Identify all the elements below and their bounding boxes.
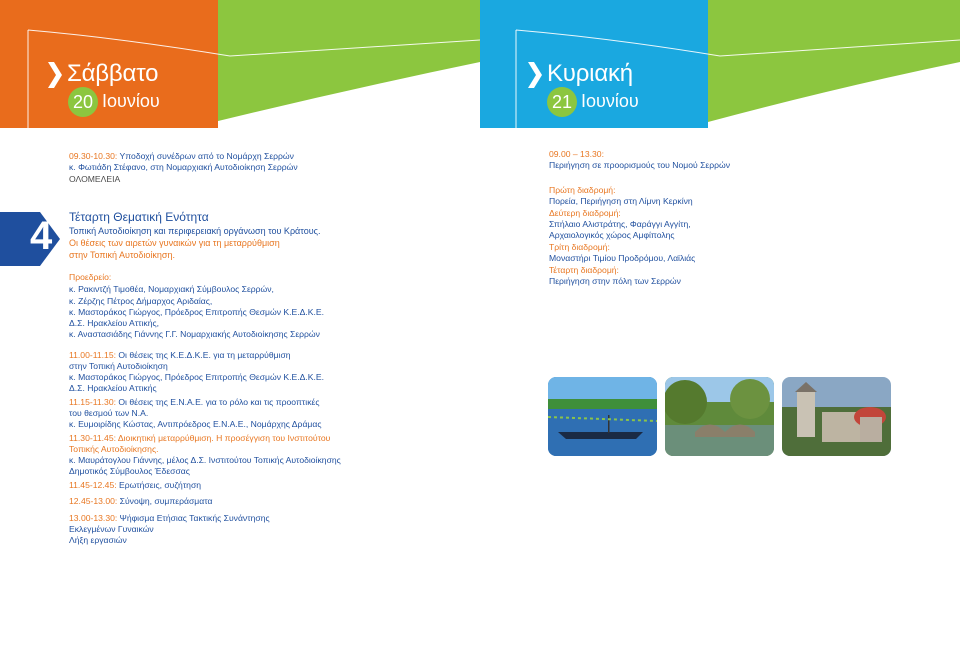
tour-time: 09.00 – 13.30: [549,149,604,159]
route-desc: Μοναστήρι Τιμίου Προδρόμου, Λαϊλιάς [549,253,696,263]
sunday-month: Ιουνίου [581,91,639,111]
schedule-item-6-line: Λήξη εργασιών [69,535,127,545]
saturday-month: Ιουνίου [102,91,160,111]
presidium-label: Προεδρείο: [69,272,112,282]
presidium-member: κ. Αναστασιάδης Γιάννης Γ.Γ. Νομαρχιακής Αυτοδιοίκησης Σερρών [69,329,320,339]
saturday-title: Σάββατο [67,60,159,87]
chevron-right-icon [48,62,62,88]
unit-subtitle-1: Τοπική Αυτοδιοίκηση και περιφερειακή οργάνωση του Κράτους. [69,226,321,236]
route-desc: Πορεία, Περιήγηση στη Λίμνη Κερκίνη [549,196,693,206]
river-bridge-photo [665,377,774,456]
presidium-member: Δ.Σ. Ηρακλείου Αττικής, [69,318,160,328]
sunday-day-number: 21 [547,87,577,117]
route-label: Δεύτερη διαδρομή: [549,208,621,218]
monastery-photo [782,377,891,456]
schedule-item-6-line: Εκλεγμένων Γυναικών [69,524,154,534]
unit-subtitle-2: Οι θέσεις των αιρετών γυναικών για τη μεταρρύθμιση [69,238,280,248]
saturday-day-number: 20 [68,87,98,117]
schedule-item-2-line: κ. Ευμοιρίδης Κώστας, Αντιπρόεδρος Ε.Ν.Α.Ε., Νομάρχης Δράμας [69,419,322,429]
presidium-member: κ. Ρακιντζή Τιμοθέα, Νομαρχιακή Σύμβουλος Σερρών, [69,284,274,294]
schedule-item-1-line: στην Τοπική Αυτοδιοίκηση [69,361,168,371]
route-desc: Αρχαιολογικός χώρος Αμφίπολης [549,230,675,240]
route-desc: Σπήλαιο Αλιστράτης, Φαράγγι Αγγίτη, [549,219,691,229]
route-label: Τέταρτη διαδρομή: [549,265,619,275]
unit-title: Τέταρτη Θεματική Ενότητα [69,210,209,224]
schedule-item-2-line: του θεσμού των Ν.Α. [69,408,149,418]
schedule-item-3-line: κ. Μαυράτογλου Γιάννης, μέλος Δ.Σ. Ινστιτούτου Τοπικής Αυτοδιοίκησης [69,455,341,465]
saturday-green-band [214,0,480,122]
route-desc: Περιήγηση στην πόλη των Σερρών [549,276,681,286]
opening-line-2: κ. Φωτιάδη Στέφανο, στη Νομαρχιακή Αυτοδιοίκηση Σερρών [69,162,298,172]
schedule-item-1-line: κ. Μαστοράκος Γιώργος, Πρόεδρος Επιτροπής Θεσμών Κ.Ε.Δ.Κ.Ε. [69,372,324,382]
route-label: Τρίτη διαδρομή: [549,242,610,252]
schedule-item-1: 11.00-11.15: Οι θέσεις της Κ.Ε.Δ.Κ.Ε. για τη μεταρρύθμιση [69,350,291,360]
opening-line-1: 09.30-10.30: Υποδοχή συνέδρων από το Νομάρχη Σερρών [69,151,294,161]
schedule-item-4: 11.45-12.45: Ερωτήσεις, συζήτηση [69,480,202,490]
schedule-item-1-line: Δ.Σ. Ηρακλείου Αττικής [69,383,157,393]
plenary-label: ΟΛΟΜΕΛΕΙΑ [69,174,121,184]
schedule-item-3: 11.30-11.45: Διοικητική μεταρρύθμιση. Η προσέγγιση του Ινστιτούτου [69,433,331,443]
section-number: 4 [30,214,53,258]
presidium-member: κ. Μαστοράκος Γιώργος, Πρόεδρος Επιτροπής Θεσμών Κ.Ε.Δ.Κ.Ε. [69,307,324,317]
route-label: Πρώτη διαδρομή: [549,185,616,195]
schedule-item-5: 12.45-13.00: Σύνοψη, συμπεράσματα [69,496,213,506]
unit-subtitle-3: στην Τοπική Αυτοδιοίκηση. [69,250,175,260]
presidium-member: κ. Ζέρζης Πέτρος Δήμαρχος Αριδαίας, [69,296,213,306]
schedule-item-3-line: Τοπικής Αυτοδιοίκησης. [69,444,159,454]
chevron-right-icon [528,62,542,88]
lake-kerkini-photo [548,377,657,456]
schedule-item-2: 11.15-11.30: Οι θέσεις της Ε.Ν.Α.Ε. για το ρόλο και τις προοπτικές [69,397,320,407]
tour-heading: Περιήγηση σε προορισμούς του Νομού Σερρών [549,160,730,170]
schedule-item-3-line: Δημοτικός Σύμβουλος Έδεσσας [69,466,190,476]
sunday-green-band [708,0,960,122]
sunday-title: Κυριακή [547,60,633,87]
schedule-item-6: 13.00-13.30: Ψήφισμα Ετήσιας Τακτικής Συνάντησης [69,513,270,523]
